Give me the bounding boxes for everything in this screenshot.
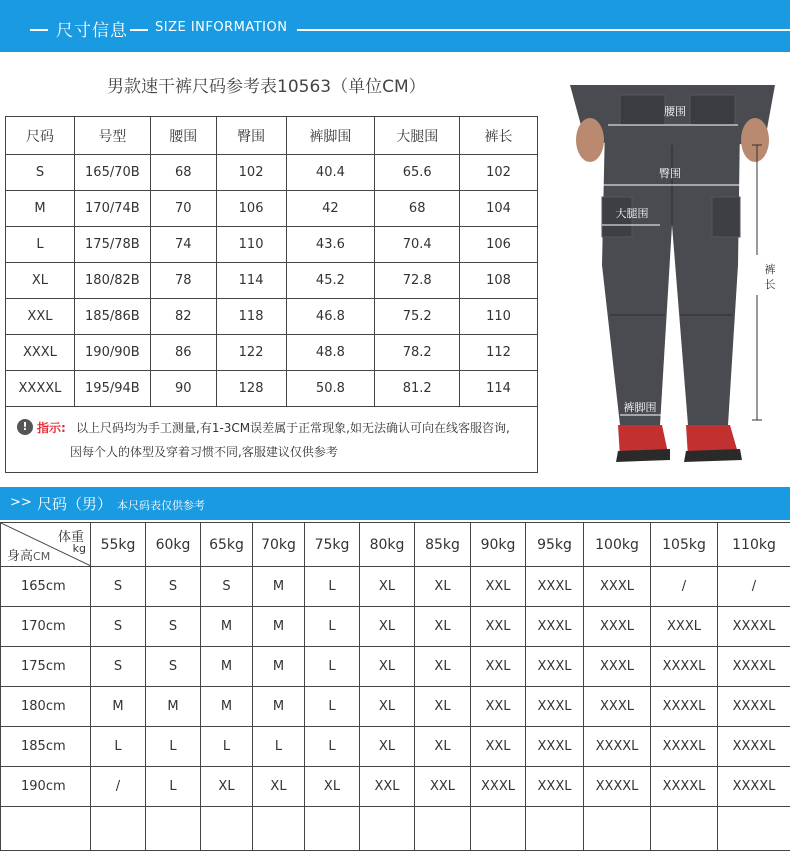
- table-row: [6, 299, 538, 335]
- col-header: 腰围: [150, 117, 216, 155]
- table-cell: 114: [460, 371, 538, 407]
- table-cell: 48.8: [286, 335, 375, 371]
- table-cell: 78: [150, 263, 216, 299]
- length-label-1: 裤: [764, 263, 776, 276]
- size-cell: [305, 807, 360, 851]
- table-row: [6, 191, 538, 227]
- table-cell: XXL: [6, 299, 75, 335]
- banner-title-cn: 尺寸信息: [56, 21, 128, 41]
- size-guide-subtitle: 本尺码表仅供参考: [117, 499, 205, 512]
- size-cell: XL: [360, 687, 415, 727]
- size-cell: XXXL: [584, 607, 651, 647]
- height-axis-text: 身高: [7, 549, 34, 564]
- table-cell: 40.4: [286, 155, 375, 191]
- size-cell: XL: [415, 647, 471, 687]
- weight-header: 60kg: [146, 523, 201, 567]
- weight-header: 70kg: [253, 523, 305, 567]
- col-header: 尺码: [6, 117, 75, 155]
- size-cell: [584, 807, 651, 851]
- size-cell: XL: [415, 727, 471, 767]
- size-cell: M: [201, 607, 253, 647]
- size-cell: XXXL: [526, 647, 584, 687]
- table-cell: 70.4: [375, 227, 460, 263]
- size-cell: XXXL: [526, 607, 584, 647]
- size-cell: XXXXL: [651, 647, 718, 687]
- note-box: [5, 405, 538, 473]
- size-cell: XL: [201, 767, 253, 807]
- size-cell: S: [146, 647, 201, 687]
- table-cell: M: [6, 191, 75, 227]
- table-row: [1, 607, 790, 647]
- weight-header: 80kg: [360, 523, 415, 567]
- table-cell: 106: [216, 191, 286, 227]
- table-cell: 46.8: [286, 299, 375, 335]
- size-cell: XL: [415, 607, 471, 647]
- size-cell: XXL: [471, 567, 526, 607]
- size-cell: S: [146, 567, 201, 607]
- size-cell: L: [146, 767, 201, 807]
- size-cell: M: [201, 687, 253, 727]
- table-cell: 42: [286, 191, 375, 227]
- measurement-table-header: [6, 117, 538, 155]
- size-cell: XXXXL: [584, 727, 651, 767]
- size-cell: XXXXL: [718, 767, 790, 807]
- cargo-pocket-right: [712, 197, 740, 237]
- table-row: [1, 807, 790, 851]
- size-cell: XXXL: [651, 607, 718, 647]
- thigh-label: 大腿围: [615, 207, 649, 220]
- table-cell: 108: [460, 263, 538, 299]
- table-cell: 65.6: [375, 155, 460, 191]
- table-cell: 86: [150, 335, 216, 371]
- table-cell: 175/78B: [74, 227, 150, 263]
- table-row: [6, 155, 538, 191]
- size-cell: XXXXL: [718, 727, 790, 767]
- corner-cell: [1, 523, 91, 567]
- height-unit-label: CM: [33, 550, 51, 563]
- size-guide-title: 尺码（男）: [37, 495, 113, 513]
- size-cell: XXXL: [526, 727, 584, 767]
- length-label-2: 长: [764, 278, 776, 291]
- table-cell: 110: [216, 227, 286, 263]
- col-header: 号型: [74, 117, 150, 155]
- size-cell: /: [91, 767, 146, 807]
- size-cell: L: [305, 647, 360, 687]
- height-cell: 170cm: [1, 607, 91, 647]
- size-cell: [201, 807, 253, 851]
- size-cell: XXL: [471, 687, 526, 727]
- table-cell: 114: [216, 263, 286, 299]
- height-axis-label: [7, 545, 50, 564]
- size-cell: L: [305, 607, 360, 647]
- size-cell: XXXL: [584, 647, 651, 687]
- size-cell: XL: [360, 727, 415, 767]
- size-cell: XXXL: [526, 567, 584, 607]
- table-row: [1, 727, 790, 767]
- size-cell: XL: [415, 567, 471, 607]
- weight-header: 110kg: [718, 523, 790, 567]
- size-cell: XL: [360, 567, 415, 607]
- height-cell: 185cm: [1, 727, 91, 767]
- weight-axis-label: 体重: [57, 530, 84, 545]
- measurement-table: [5, 116, 538, 407]
- table-cell: 195/94B: [74, 371, 150, 407]
- table-cell: 68: [150, 155, 216, 191]
- size-cell: [146, 807, 201, 851]
- table-cell: 106: [460, 227, 538, 263]
- size-cell: /: [718, 567, 790, 607]
- size-cell: S: [146, 607, 201, 647]
- size-guide-banner: [0, 487, 790, 520]
- height-cell: 190cm: [1, 767, 91, 807]
- size-cell: M: [253, 687, 305, 727]
- table-cell: 112: [460, 335, 538, 371]
- left-shoe-sole: [616, 449, 670, 462]
- size-cell: XL: [360, 607, 415, 647]
- weight-table-header: [1, 523, 790, 567]
- col-header: 裤长: [460, 117, 538, 155]
- warning-icon: !: [17, 419, 33, 435]
- table-cell: 118: [216, 299, 286, 335]
- table-cell: 102: [216, 155, 286, 191]
- size-cell: [526, 807, 584, 851]
- size-cell: M: [146, 687, 201, 727]
- size-cell: [360, 807, 415, 851]
- size-cell: /: [651, 567, 718, 607]
- size-cell: S: [91, 607, 146, 647]
- jacket-pocket-right: [690, 95, 735, 127]
- size-cell: [253, 807, 305, 851]
- size-cell: M: [253, 567, 305, 607]
- table-row: [1, 567, 790, 607]
- table-cell: XXXL: [6, 335, 75, 371]
- size-cell: XL: [360, 647, 415, 687]
- table-cell: 180/82B: [74, 263, 150, 299]
- size-cell: [651, 807, 718, 851]
- table-row: [6, 335, 538, 371]
- table-cell: 74: [150, 227, 216, 263]
- table-row: [1, 687, 790, 727]
- size-cell: XXXXL: [651, 687, 718, 727]
- size-info-banner: [0, 0, 790, 52]
- right-hand: [741, 118, 769, 162]
- size-cell: S: [201, 567, 253, 607]
- table-row: [6, 263, 538, 299]
- table-cell: 90: [150, 371, 216, 407]
- table-cell: 70: [150, 191, 216, 227]
- size-cell: XXXL: [526, 767, 584, 807]
- banner-rule: [297, 29, 790, 31]
- table-cell: 190/90B: [74, 335, 150, 371]
- table-row: [6, 227, 538, 263]
- size-cell: XXL: [360, 767, 415, 807]
- weight-header: 90kg: [471, 523, 526, 567]
- height-cell: 180cm: [1, 687, 91, 727]
- size-cell: M: [201, 647, 253, 687]
- weight-header: 75kg: [305, 523, 360, 567]
- table-cell: 72.8: [375, 263, 460, 299]
- size-cell: XXXL: [526, 687, 584, 727]
- table-cell: 165/70B: [74, 155, 150, 191]
- table-row: [1, 647, 790, 687]
- size-cell: XL: [415, 687, 471, 727]
- size-cell: L: [305, 727, 360, 767]
- size-cell: XXXXL: [651, 767, 718, 807]
- weight-header: 85kg: [415, 523, 471, 567]
- table-cell: 45.2: [286, 263, 375, 299]
- note-line-1: 以上尺码均为手工测量,有1-3CM误差属于正常现象,如无法确认可向在线客服咨询,: [76, 421, 510, 435]
- banner-title-en: SIZE INFORMATION: [155, 20, 288, 35]
- hem-label: 裤脚围: [623, 401, 657, 414]
- hip-label: 臀围: [659, 167, 681, 180]
- size-cell: [471, 807, 526, 851]
- table-row: [1, 767, 790, 807]
- note-line-2: 因每个人的体型及穿着习惯不同,客服建议仅供参考: [70, 445, 338, 459]
- table-cell: 78.2: [375, 335, 460, 371]
- weight-header: 55kg: [91, 523, 146, 567]
- left-hand: [576, 118, 604, 162]
- size-cell: S: [91, 647, 146, 687]
- double-arrow-icon: >>: [10, 495, 32, 510]
- size-cell: [415, 807, 471, 851]
- size-cell: L: [146, 727, 201, 767]
- size-cell: L: [305, 687, 360, 727]
- table-cell: L: [6, 227, 75, 263]
- size-chart-title: 男款速干裤尺码参考表10563（单位CM）: [107, 77, 426, 97]
- col-header: 大腿围: [375, 117, 460, 155]
- weight-height-table: [0, 522, 790, 851]
- table-cell: XXXXL: [6, 371, 75, 407]
- size-cell: XXXXL: [718, 647, 790, 687]
- size-cell: M: [253, 607, 305, 647]
- size-cell: L: [201, 727, 253, 767]
- banner-dash-left: [30, 29, 48, 31]
- weight-header: 100kg: [584, 523, 651, 567]
- table-cell: 75.2: [375, 299, 460, 335]
- size-cell: XXL: [471, 727, 526, 767]
- size-cell: L: [253, 727, 305, 767]
- size-cell: L: [305, 567, 360, 607]
- size-cell: XL: [253, 767, 305, 807]
- height-cell: 175cm: [1, 647, 91, 687]
- size-cell: XXXXL: [718, 687, 790, 727]
- weight-header: 65kg: [201, 523, 253, 567]
- table-cell: 82: [150, 299, 216, 335]
- size-cell: XXXL: [584, 567, 651, 607]
- size-cell: S: [91, 567, 146, 607]
- size-cell: XXXL: [584, 687, 651, 727]
- col-header: 臀围: [216, 117, 286, 155]
- size-cell: XXL: [471, 607, 526, 647]
- note-label: 指示:: [37, 421, 66, 435]
- table-cell: 68: [375, 191, 460, 227]
- size-cell: L: [91, 727, 146, 767]
- banner-dash-right: [130, 29, 148, 31]
- table-cell: 110: [460, 299, 538, 335]
- size-cell: XXXL: [471, 767, 526, 807]
- table-cell: 104: [460, 191, 538, 227]
- jacket-pocket: [620, 95, 665, 127]
- size-cell: XL: [305, 767, 360, 807]
- size-cell: XXXXL: [584, 767, 651, 807]
- height-cell: 165cm: [1, 567, 91, 607]
- size-cell: [91, 807, 146, 851]
- right-shoe-sole: [684, 449, 742, 462]
- height-cell: [1, 807, 91, 851]
- size-cell: [718, 807, 790, 851]
- weight-header: 105kg: [651, 523, 718, 567]
- weight-header: 95kg: [526, 523, 584, 567]
- table-cell: 185/86B: [74, 299, 150, 335]
- table-cell: 43.6: [286, 227, 375, 263]
- size-cell: XXL: [415, 767, 471, 807]
- table-cell: 122: [216, 335, 286, 371]
- size-cell: XXL: [471, 647, 526, 687]
- table-row: [6, 371, 538, 407]
- table-cell: 50.8: [286, 371, 375, 407]
- table-cell: 81.2: [375, 371, 460, 407]
- table-cell: XL: [6, 263, 75, 299]
- size-cell: XXXXL: [651, 727, 718, 767]
- col-header: 裤脚围: [286, 117, 375, 155]
- table-cell: S: [6, 155, 75, 191]
- waist-label: 腰围: [664, 105, 686, 118]
- weight-unit-label: kg: [72, 542, 86, 555]
- size-cell: M: [91, 687, 146, 727]
- size-cell: M: [253, 647, 305, 687]
- table-cell: 128: [216, 371, 286, 407]
- table-cell: 170/74B: [74, 191, 150, 227]
- table-cell: 102: [460, 155, 538, 191]
- pants-measurement-diagram: [560, 85, 785, 485]
- size-cell: XXXXL: [718, 607, 790, 647]
